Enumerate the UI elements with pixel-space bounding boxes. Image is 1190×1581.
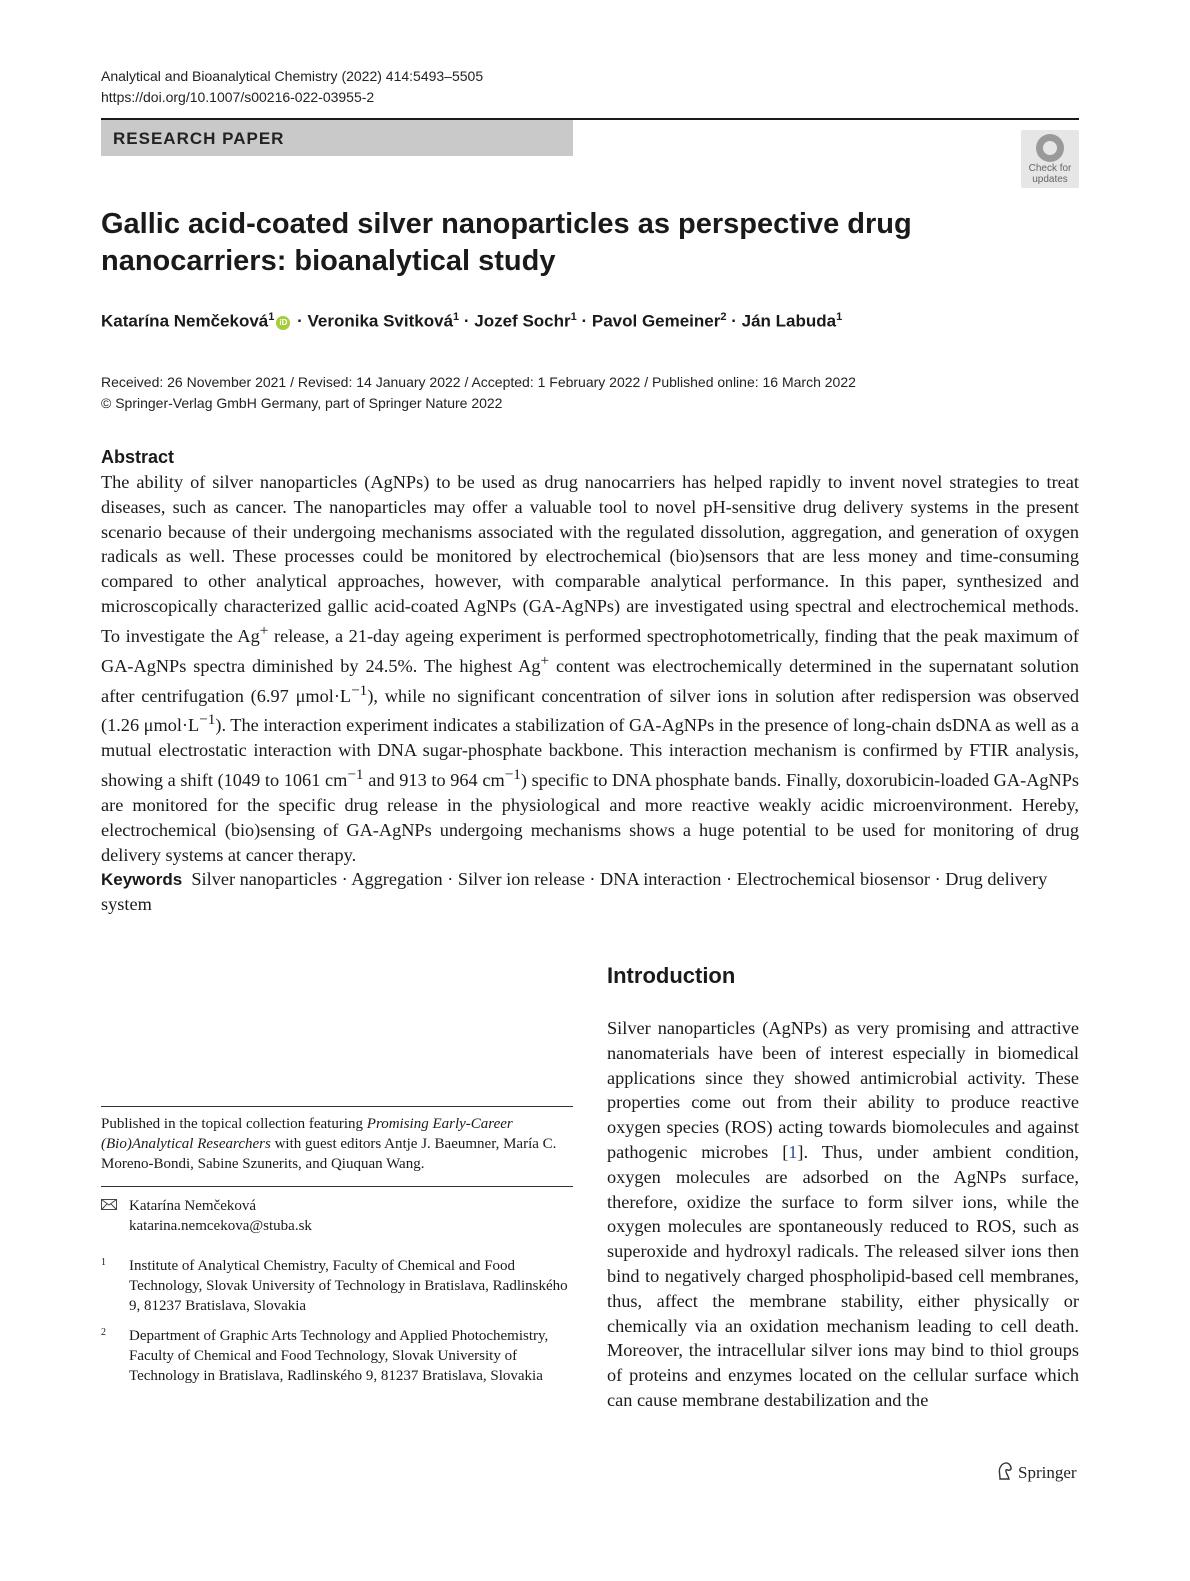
affiliation-text: Department of Graphic Arts Technology and Applied Photochemistry, Faculty of Chemical and Food Technology, Slovak University of Technology in Bratislava, Radlinského 9, 81237 Bratislava, Slovakia	[129, 1328, 549, 1384]
note-segment: Published in the topical collection featuring	[101, 1116, 367, 1132]
collection-name: Promising Early-Career (Bio)Analytical Researchers	[101, 1116, 513, 1152]
affiliation-number: 2	[101, 1327, 106, 1338]
intro-segment: Silver nanoparticles (AgNPs) as very promising and attractive nanomaterials have been of interest especially in biomedical applications since they showed antimicrobial activity. These properties come out from their ability to produce reactive oxygen species (ROS) acting towards biomolecules and against pathogenic microbes [	[607, 1018, 1079, 1162]
keywords-label: Keywords	[101, 870, 183, 889]
topical-collection-note	[101, 1114, 573, 1174]
contact-name: Katarína Nemčeková	[129, 1198, 257, 1214]
author-name[interactable]: Ján Labuda	[741, 311, 837, 331]
abstract-segment: and 913 to 964 cm	[363, 770, 505, 791]
superscript: +	[540, 651, 550, 669]
abstract-text	[101, 470, 1079, 867]
affiliation-marker: 2	[720, 311, 727, 323]
author-list: Katarína Nemčeková$^1$ iD · Veronika Svitková$^1$ · Jozef Sochr$^1$ · Pavol Gemeiner$^2$ · Ján Labuda$^1$	[101, 311, 843, 331]
author-name[interactable]: Pavol Gemeiner	[591, 311, 721, 331]
affiliation-marker: 1	[453, 311, 460, 323]
springer-horse-icon	[996, 1461, 1014, 1481]
abstract-segment: ), while no significant concentration of silver ions in solution after redispersion was observed (1.26 μmol·L	[101, 685, 1079, 736]
publication-history	[101, 372, 856, 414]
abstract-segment: ) specific to DNA phosphate bands. Finally, doxorubicin-loaded GA-AgNPs are monitored for the specific drug release in the physiological and more reactive weakly acidic microenvironment. Hereby, electrochemical (bio)sensing of GA-AgNPs undergoing mechanisms shows a huge potential to be used for monitoring of drug delivery systems at cancer therapy.	[101, 770, 1079, 865]
intro-segment: ]. Thus, under ambient condition, oxygen molecules are adsorbed on the AgNPs surface, therefore, oxidize the surface to form silver ions, while the oxygen molecules are spontaneously reduced to ROS, such as superoxide and hydroxyl radicals. The released silver ions then bind to negatively charged phospholipid-based cell membranes, thus, affect the membrane stability, either physically or chemically via an oxidation mechanism leading to cell death. Moreover, the intracellular silver ions may bind to thiol groups of proteins and enzymes located on the cellular surface which can cause membrane destabilization and the	[607, 1141, 1079, 1410]
affiliation-marker: 1	[570, 311, 577, 323]
title-line-2: nanocarriers: bioanalytical study	[101, 245, 556, 277]
keywords	[101, 867, 1079, 917]
affiliation-marker: 1	[268, 311, 275, 323]
journal-citation	[101, 66, 483, 108]
abstract-segment: release, a 21-day ageing experiment is performed spectrophotometrically, finding that the peak maximum of GA-AgNPs spectra diminished by 24.5%. The highest Ag	[101, 625, 1079, 676]
author-name[interactable]: Jozef Sochr	[474, 311, 571, 331]
check-for-updates-badge[interactable]	[1021, 130, 1079, 188]
affiliation-number: 1	[101, 1257, 106, 1268]
abstract-body	[101, 470, 1079, 867]
publisher-name: Springer	[1018, 1463, 1077, 1482]
copyright-line: © Springer-Verlag GmbH Germany, part of Springer Nature 2022	[101, 395, 503, 411]
introduction-text	[607, 1016, 1079, 1413]
abstract-segment: ). The interaction experiment indicates a stabilization of GA-AgNPs in the presence of long-chain dsDNA as well as a mutual electrostatic interaction with DNA sugar-phosphate backbone. This interaction mechanism is confirmed by FTIR analysis, showing a shift (1049 to 1061 cm	[101, 715, 1079, 791]
author-name[interactable]: Veronika Svitková	[307, 311, 454, 331]
doi-link[interactable]: https://doi.org/10.1007/s00216-022-03955-2	[101, 89, 375, 105]
abstract-heading: Abstract	[101, 447, 175, 467]
superscript: −1	[351, 681, 368, 699]
superscript: −1	[199, 711, 216, 729]
affiliation-text: Institute of Analytical Chemistry, Faculty of Chemical and Food Technology, Slovak University of Technology in Bratislava, Radlinského 9, 81237 Bratislava, Slovakia	[129, 1258, 568, 1314]
envelope-icon	[101, 1199, 117, 1210]
footnote-rule	[101, 1106, 573, 1107]
superscript: +	[259, 621, 269, 639]
introduction-body	[607, 1016, 1079, 1413]
dates-line: Received: 26 November 2021 / Revised: 14 January 2022 / Accepted: 1 February 2022 / Published online: 16 March 2022	[101, 374, 856, 390]
abstract-segment: content was electrochemically determined in the supernatant solution after centrifugation (6.97 μmol·L	[101, 655, 1079, 706]
introduction-heading: Introduction	[607, 963, 736, 988]
update-check-icon	[1036, 134, 1064, 162]
author-name[interactable]: Katarína Nemčeková	[101, 311, 269, 331]
journal-line: Analytical and Bioanalytical Chemistry (2022) 414:5493–5505	[101, 68, 484, 84]
footnote-rule	[101, 1186, 573, 1187]
publisher-logo	[996, 1461, 1077, 1483]
article-title	[101, 206, 1001, 280]
badge-text: Check for updates	[1028, 163, 1072, 185]
abstract-segment: The ability of silver nanoparticles (AgNPs) to be used as drug nanocarriers has helped rapidly to invent novel strategies to treat diseases, such as cancer. The nanoparticles may offer a valuable tool to novel pH-sensitive drug delivery systems in the present scenario because of their undergoing mechanisms associated with the regulated dissolution, aggregation, and generation of oxygen radicals as well. These processes could be monitored by electrochemical (bio)sensors that are less money and time-consuming compared to other analytical approaches, however, with comparable analytical performance. In this paper, synthesized and microscopically characterized gallic acid-coated AgNPs (GA-AgNPs) are investigated using spectral and electrochemical methods. To investigate the Ag	[101, 472, 1079, 646]
orcid-icon[interactable]: iD	[276, 316, 290, 330]
section-banner	[101, 120, 573, 156]
keywords-text: Silver nanoparticles · Aggregation · Silver ion release · DNA interaction · Electrochemical biosensor · Drug delivery system	[101, 869, 1048, 914]
superscript: −1	[504, 766, 521, 784]
note-segment: with guest editors Antje J. Baeumner, María C. Moreno-Bondi, Sabine Szunerits, and Qiuquan Wang.	[101, 1136, 557, 1172]
affiliation-marker: 1	[836, 311, 843, 323]
contact-email[interactable]: katarina.nemcekova@stuba.sk	[129, 1218, 312, 1234]
superscript: −1	[347, 766, 364, 784]
section-label: RESEARCH PAPER	[113, 129, 285, 148]
title-line-1: Gallic acid-coated silver nanoparticles as perspective drug	[101, 208, 912, 240]
citation-link[interactable]: 1	[788, 1141, 798, 1162]
